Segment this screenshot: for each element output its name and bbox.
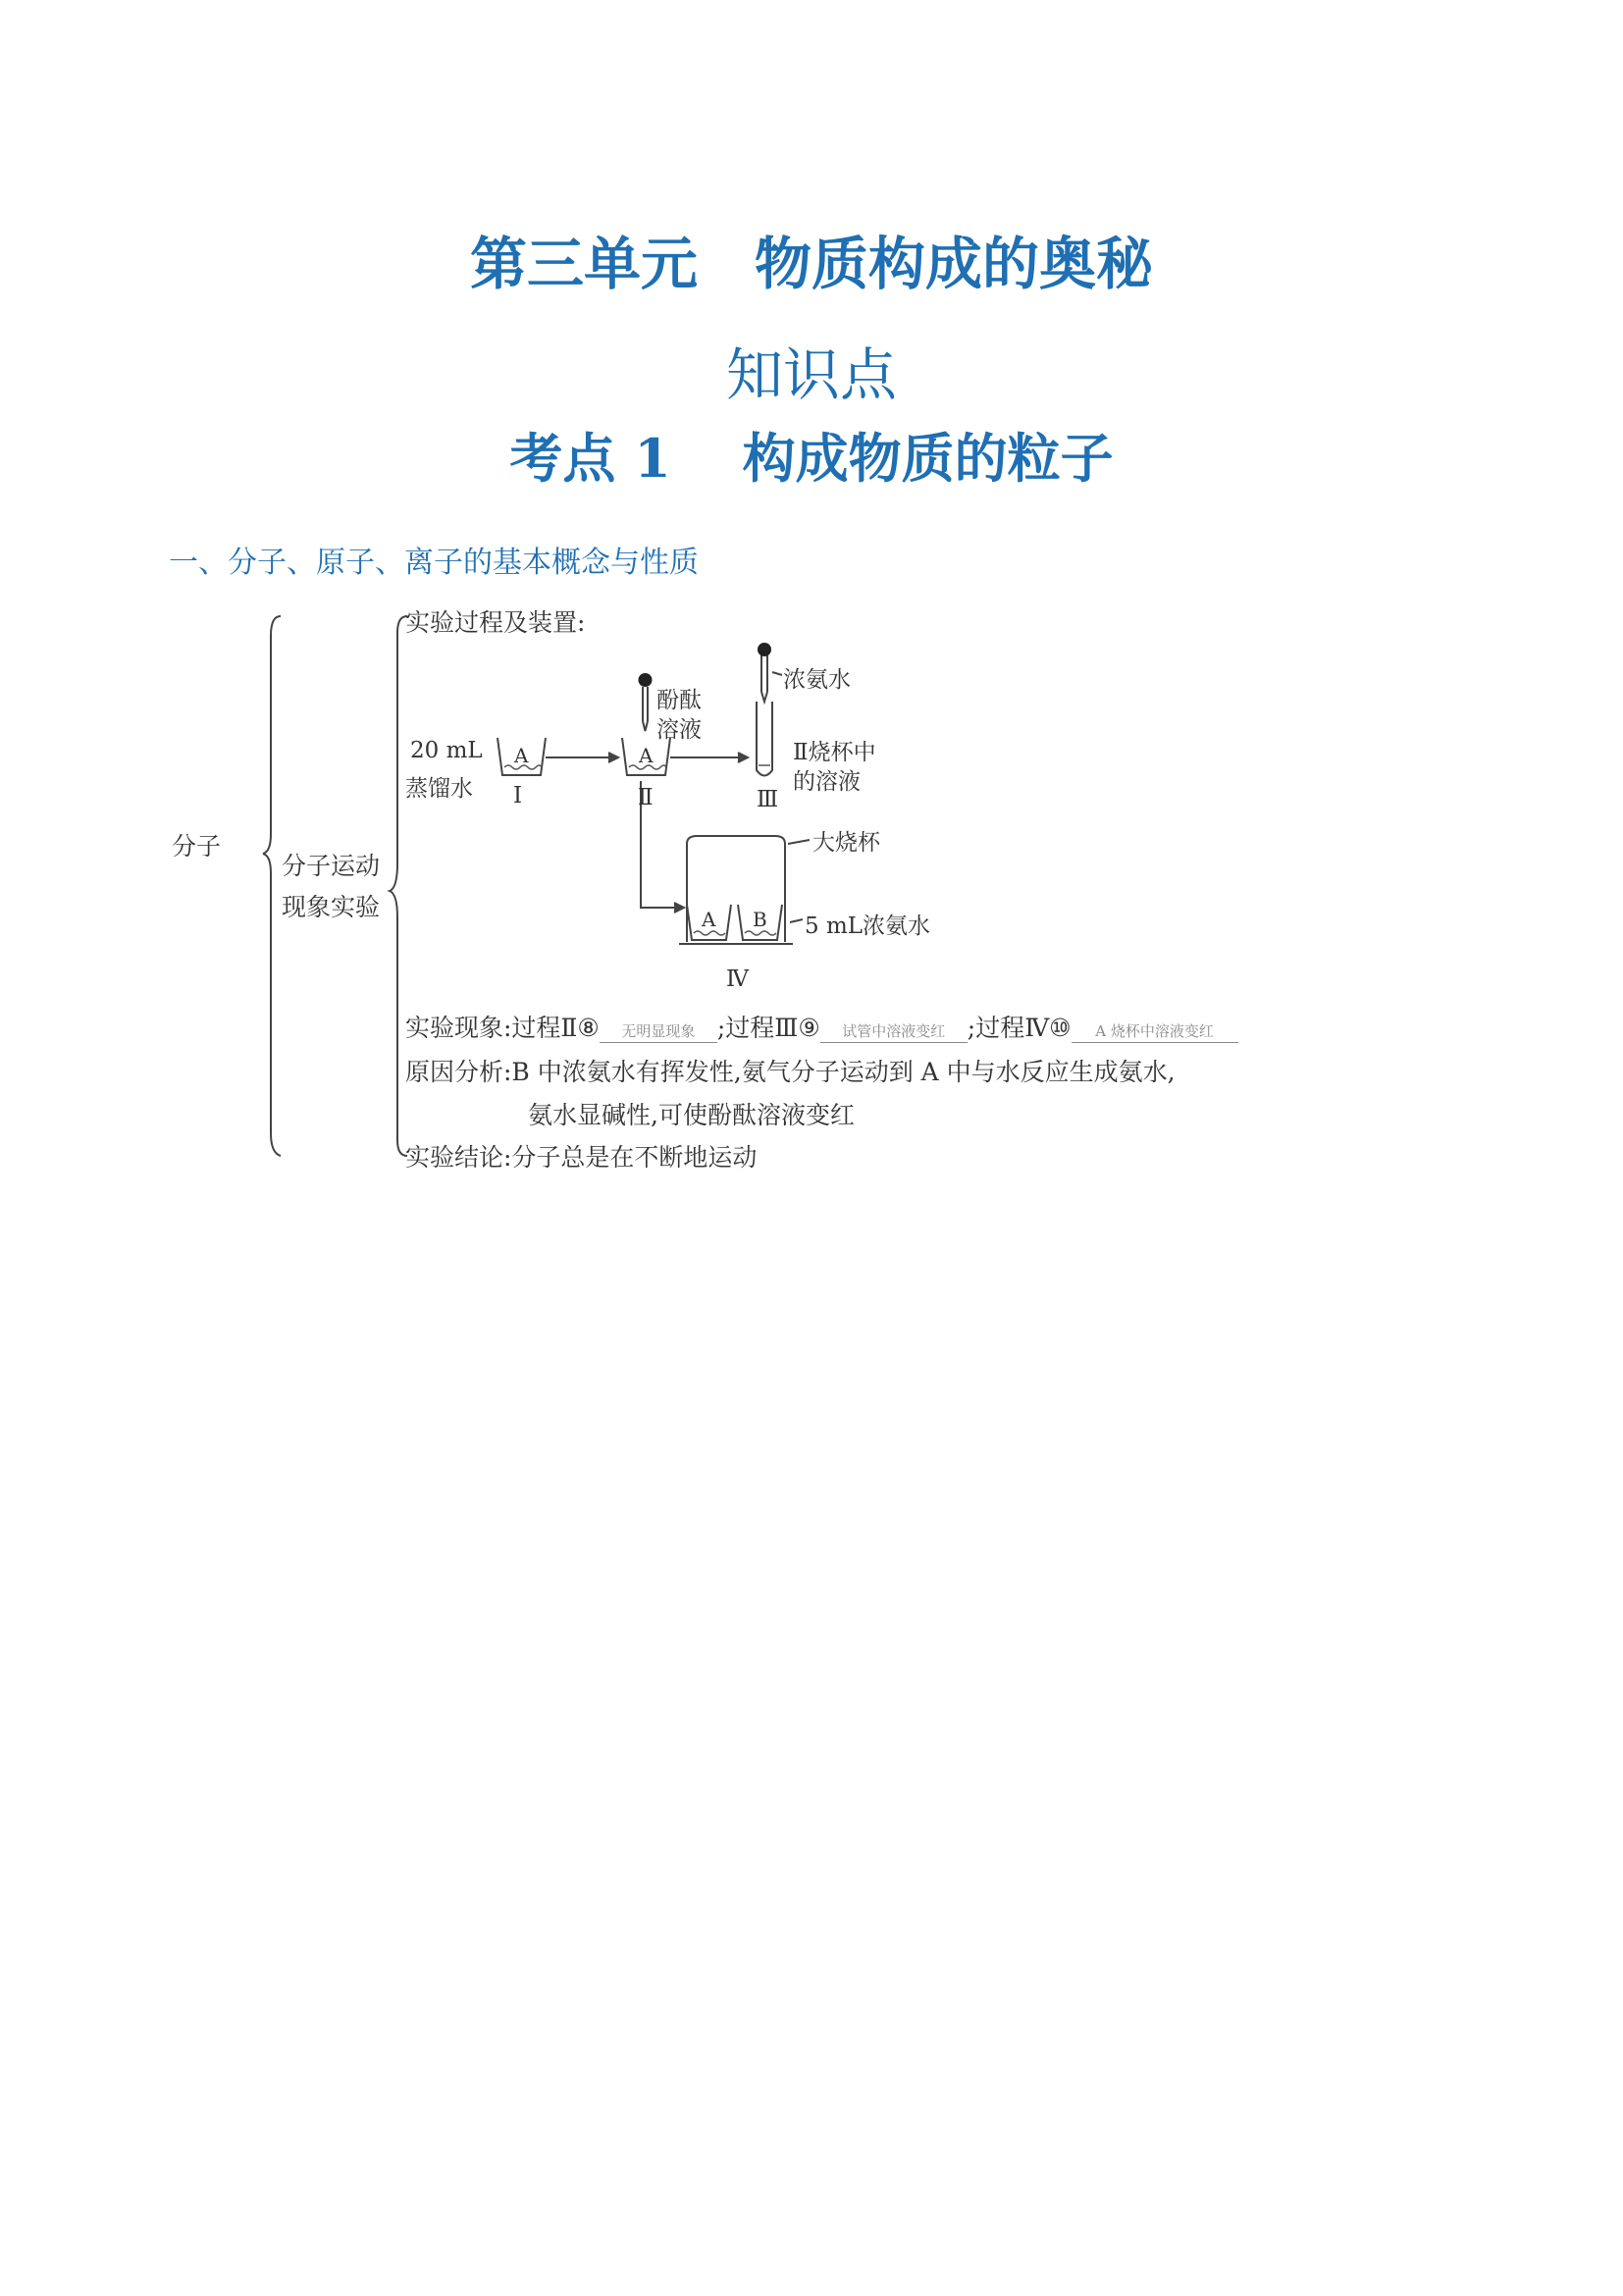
sub-label-line2: 现象实验 [282, 893, 381, 921]
label-a-i: A [514, 744, 529, 767]
phenomenon-prefix: 实验现象:过程Ⅱ⑧ [405, 1014, 600, 1042]
dropper-bulb [639, 673, 653, 687]
label-a-iv: A [702, 908, 716, 931]
phenomenon-mid-1: ;过程Ⅲ⑨ [716, 1014, 820, 1042]
ammonia-5ml-label: 5 mL浓氨水 [805, 913, 931, 939]
reason-line1: 原因分析:B 中浓氨水有挥发性,氨气分子运动到 A 中与水反应生成氨水, [405, 1058, 1176, 1086]
sub-label-line1: 分子运动 [282, 852, 381, 880]
process-label: 实验过程及装置: [405, 608, 586, 637]
big-beaker-label: 大烧杯 [812, 830, 880, 856]
phenomenon-line [405, 1009, 1238, 1044]
ammonia-top: 浓氨水 [783, 667, 851, 693]
step-ii: Ⅱ [638, 785, 654, 810]
water-line2: 蒸馏水 [405, 776, 473, 802]
knowledge-heading: 知识点 [725, 341, 897, 408]
dropper-bulb [758, 643, 771, 656]
phenol-dropper [643, 687, 648, 731]
answer-blank-10: A 烧杯中溶液变红 [1072, 1020, 1238, 1043]
test-tube-iii [757, 702, 772, 776]
ammonia-dropper [761, 655, 767, 702]
step-iii: Ⅲ [757, 787, 779, 812]
answer-blank-8: 无明显现象 [600, 1020, 717, 1043]
reason-line2: 氨水显碱性,可使酚酞溶液变红 [528, 1101, 855, 1129]
label-a-ii: A [639, 744, 654, 767]
answer-blank-9: 试管中溶液变红 [820, 1020, 968, 1043]
root-label: 分子 [172, 832, 222, 861]
section-heading: 一、分子、原子、离子的基本概念与性质 [169, 546, 699, 580]
step-iv: Ⅳ [726, 966, 749, 992]
beaker-ii-line2: 的溶液 [793, 769, 861, 795]
topic-heading: 考点 1 构成物质的粒子 [509, 427, 1114, 490]
phenol-line2: 溶液 [656, 717, 702, 743]
conclusion: 实验结论:分子总是在不断地运动 [405, 1143, 758, 1172]
step-i: Ⅰ [513, 783, 523, 809]
unit-title: 第三单元 物质构成的奥秘 [469, 231, 1153, 297]
phenol-line1: 酚酞 [656, 688, 702, 713]
phenomenon-mid-2: ;过程Ⅳ⑩ [967, 1014, 1072, 1042]
label-b-iv: B [753, 908, 767, 931]
water-line1: 20 mL [410, 738, 483, 763]
beaker-ii-line1: Ⅱ烧杯中 [793, 740, 876, 765]
outer-brace [263, 616, 281, 1156]
